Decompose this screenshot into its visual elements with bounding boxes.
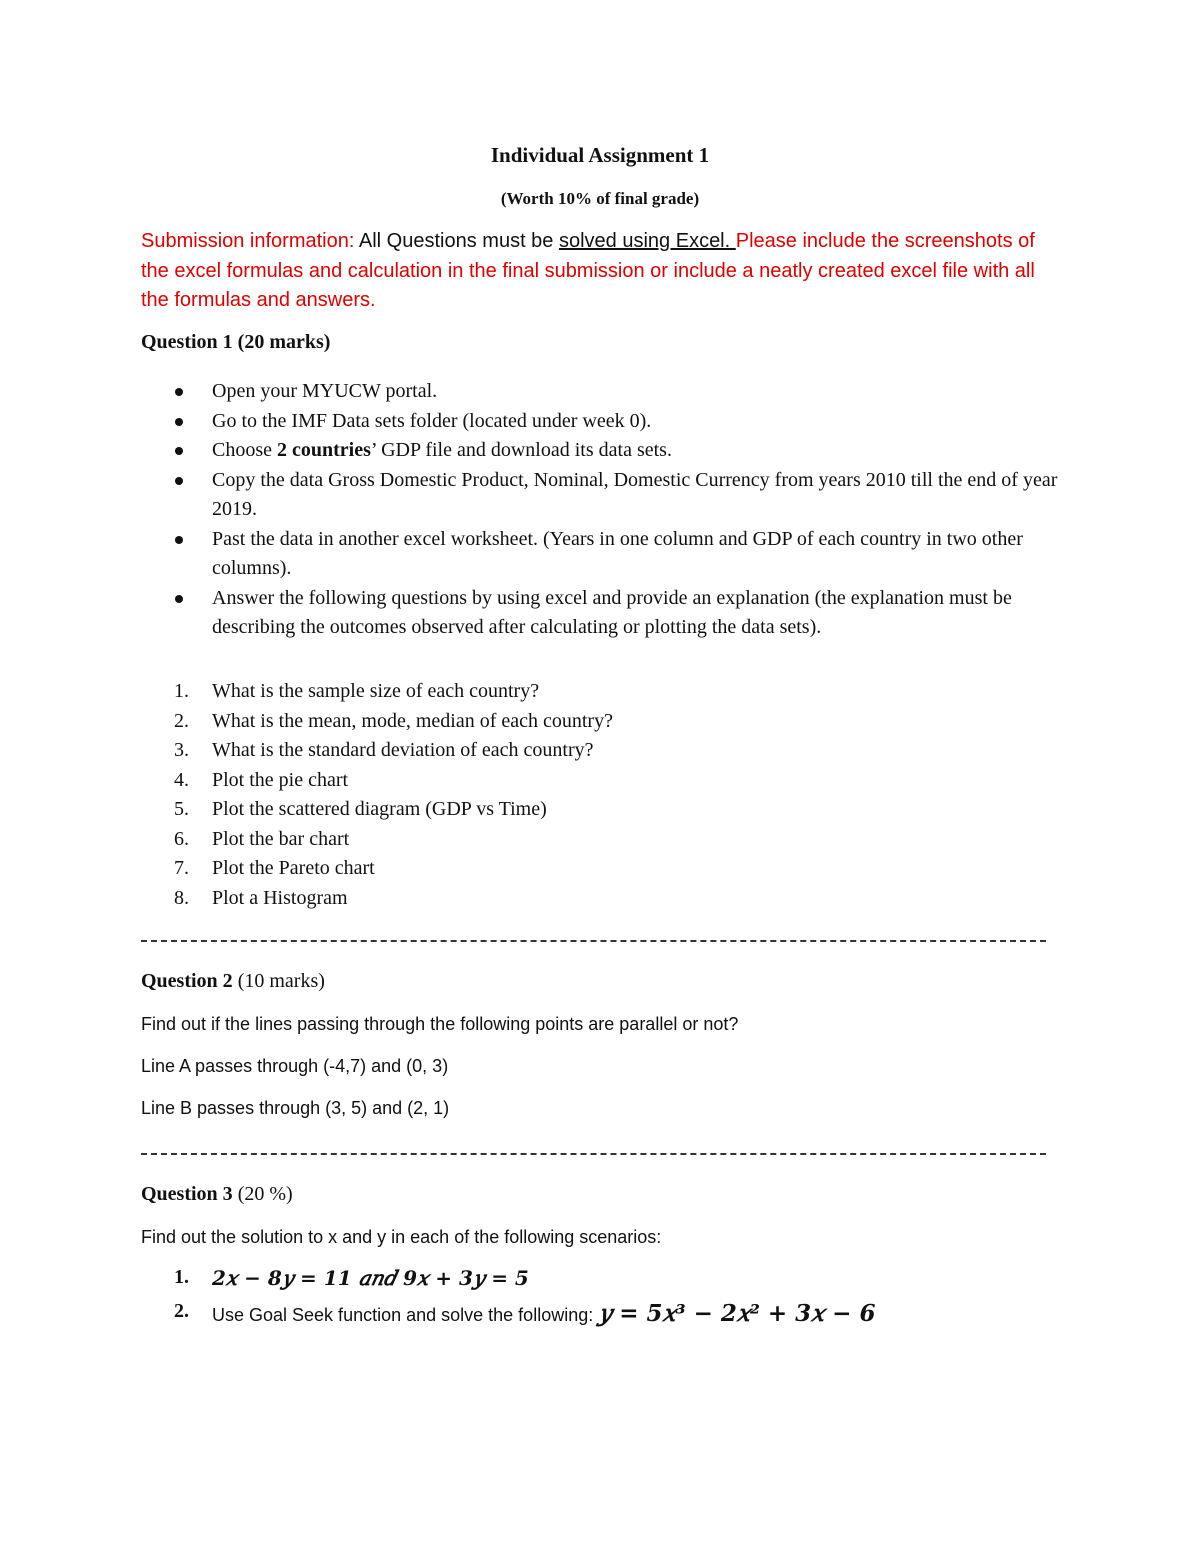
bullet-icon (175, 447, 183, 455)
q1-heading: Question 1 (20 marks) (141, 331, 331, 353)
q2-heading-bold: Question 2 (141, 970, 233, 992)
q3-prompt: Find out the solution to x and y in each of the following scenarios: (141, 1227, 662, 1247)
submission-label: Submission information: (141, 230, 355, 252)
item-number: 4. (174, 768, 189, 791)
q1-numbered-item (141, 854, 1061, 884)
item-number: 7. (174, 857, 189, 879)
q1-numbered-item (141, 736, 1061, 766)
q3-equation-2: 𝑦 = 5𝑥³ − 2𝑥² + 3𝑥 − 6 (598, 1300, 876, 1327)
q1-numbered-text: Plot the bar chart (212, 827, 350, 850)
q1-bullet-item (141, 584, 1061, 643)
bullet-icon (175, 418, 183, 426)
q1-bullet-item (141, 525, 1061, 584)
bullet-icon (175, 388, 183, 396)
q1-numbered-text: Plot a Histogram (212, 886, 348, 909)
q1-numbered-text: Plot the Pareto chart (212, 857, 375, 879)
q1-bullet-item (141, 407, 1061, 437)
q2-heading-rest: (10 marks) (232, 970, 325, 992)
section-divider (141, 1153, 1046, 1155)
bullet-icon (175, 477, 183, 485)
q1-bullet-text: Open your MYUCW portal. (212, 380, 438, 402)
submission-text-1: All Questions must be (354, 230, 559, 252)
page-title: Individual Assignment 1 (490, 143, 710, 167)
q1-bullet-item (141, 466, 1061, 525)
q1-numbered-text: What is the mean, mode, median of each country? (212, 709, 613, 732)
page-subtitle: (Worth 10% of final grade) (500, 189, 700, 208)
q1-bullet-item (141, 377, 1061, 407)
q1-numbered-item (141, 884, 1061, 914)
q1-bullet-text: Copy the data Gross Domestic Product, Nominal, Domestic Currency from years 2010 till the end of year 2019. (212, 468, 1058, 520)
bullet-icon (175, 536, 183, 544)
q1-bullet-text: ’ GDP file and download its data sets. (370, 439, 672, 461)
item-number: 8. (174, 886, 189, 909)
q1-numbered-list (141, 677, 1061, 913)
q1-numbered-item (141, 766, 1061, 796)
item-number: 2. (174, 709, 189, 732)
q1-numbered-item (141, 795, 1061, 825)
q1-numbered-item (141, 677, 1061, 707)
q1-bullet-text: Answer the following questions by using excel and provide an explanation (the explanation must be describing the outcomes observed after calculating or plotting the data sets). (212, 586, 1012, 638)
item-number: 2. (174, 1300, 189, 1322)
submission-information (141, 227, 1061, 316)
q1-bullet-list (141, 377, 1061, 643)
section-divider (141, 940, 1046, 942)
q1-bullet-text: Choose (212, 439, 277, 461)
q1-numbered-item (141, 707, 1061, 737)
item-number: 5. (174, 798, 189, 820)
q3-heading-bold: Question 3 (141, 1183, 233, 1205)
item-number: 6. (174, 827, 189, 850)
bullet-icon (175, 595, 183, 603)
q1-numbered-text: What is the standard deviation of each country? (212, 739, 594, 761)
q1-bullet-text: Past the data in another excel worksheet. (Years in one column and GDP of each country in two other columns). (212, 527, 1023, 579)
q1-numbered-text: Plot the scattered diagram (GDP vs Time) (212, 798, 547, 820)
q2-heading (141, 970, 325, 993)
item-number: 1. (174, 680, 189, 702)
q2-line-b: Line B passes through (3, 5) and (2, 1) (141, 1098, 450, 1118)
q3-equation-1: 2𝑥 − 8𝑦 = 11 𝑎𝑛𝑑 9𝑥 + 3𝑦 = 5 (212, 1266, 529, 1290)
q3-heading-rest: (20 %) (232, 1183, 293, 1205)
item-number: 1. (174, 1266, 189, 1288)
q1-numbered-item (141, 825, 1061, 855)
item-number: 3. (174, 739, 189, 761)
q3-item-2-text: Use Goal Seek function and solve the following: (212, 1305, 599, 1325)
q1-bullet-item (141, 436, 1061, 466)
q2-prompt: Find out if the lines passing through the following points are parallel or not? (141, 1014, 739, 1034)
q3-item-2-line (212, 1300, 875, 1327)
q1-bullet-text: Go to the IMF Data sets folder (located under week 0). (212, 409, 652, 432)
q1-numbered-text: What is the sample size of each country? (212, 680, 540, 702)
q1-bullet-bold: 2 countries (277, 439, 371, 461)
submission-text-2: Please include the screenshots of the excel formulas and calculation in the final submission or include a neatly created excel file with all the formulas and answers. (141, 230, 1035, 311)
q1-numbered-text: Plot the pie chart (212, 768, 349, 791)
submission-underlined: solved using Excel. (558, 230, 736, 252)
q3-heading (141, 1183, 293, 1206)
q2-line-a: Line A passes through (-4,7) and (0, 3) (141, 1056, 449, 1076)
